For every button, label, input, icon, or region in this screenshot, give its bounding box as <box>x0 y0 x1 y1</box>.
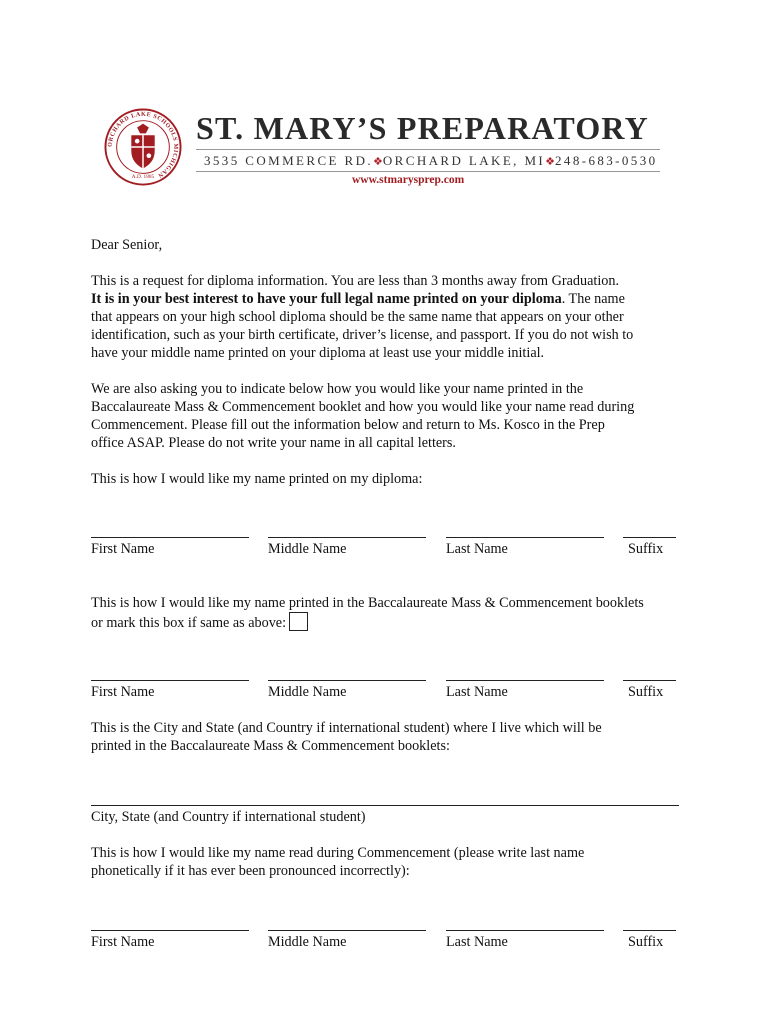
middle-name-label: Middle Name <box>268 684 347 700</box>
reading-first-name-field[interactable] <box>91 930 249 931</box>
reading-last-name-field[interactable] <box>446 930 604 931</box>
reading-suffix-field[interactable] <box>623 930 676 931</box>
paragraph-text: . The name <box>561 291 625 307</box>
booklet-name-prompt <box>91 594 681 632</box>
reading-middle-name-field[interactable] <box>268 930 426 931</box>
prompt-line: printed in the Baccalaureate Mass & Commencement booklets: <box>91 738 450 754</box>
paragraph-line <box>91 290 681 308</box>
prompt-line: This is how I would like my name read during Commencement (please write last name <box>91 845 585 861</box>
suffix-label: Suffix <box>628 684 664 700</box>
first-name-label: First Name <box>91 684 155 700</box>
middle-name-label: Middle Name <box>268 934 347 950</box>
greeting: Dear Senior, <box>91 237 163 253</box>
school-seal-logo <box>104 108 182 186</box>
header-rule-top <box>196 149 660 150</box>
paragraph-line: have your middle name printed on your diploma at least use your middle initial. <box>91 345 545 361</box>
last-name-label: Last Name <box>446 934 508 950</box>
separator-icon: ❖ <box>545 155 556 168</box>
diploma-middle-name-field[interactable] <box>268 537 426 538</box>
booklet-first-name-field[interactable] <box>91 680 249 681</box>
same-as-above-checkbox[interactable] <box>289 612 308 631</box>
paragraph-line: We are also asking you to indicate below how you would like your name printed in the <box>91 381 584 397</box>
prompt-text: or mark this box if same as above: <box>91 615 287 631</box>
city-state-field[interactable] <box>91 805 679 806</box>
seal-text: ORCHARD LAKE SCHOOLS MICHIGAN <box>107 111 179 179</box>
diploma-first-name-field[interactable] <box>91 537 249 538</box>
paragraph-line: Commencement. Please fill out the information below and return to Ms. Kosco in the Prep <box>91 417 605 433</box>
commencement-reading-prompt <box>91 844 681 880</box>
first-name-label: First Name <box>91 934 155 950</box>
last-name-label: Last Name <box>446 684 508 700</box>
diploma-name-prompt: This is how I would like my name printed on my diploma: <box>91 471 423 487</box>
city-state-label: City, State (and Country if international student) <box>91 809 366 825</box>
paragraph-instructions <box>91 380 681 452</box>
diploma-last-name-field[interactable] <box>446 537 604 538</box>
address-street: 3535 COMMERCE RD. <box>204 153 374 168</box>
middle-name-label: Middle Name <box>268 541 347 557</box>
paragraph-line: identification, such as your birth certificate, driver’s license, and passport. If you do not wish to <box>91 327 634 343</box>
paragraph-line: office ASAP. Please do not write your name in all capital letters. <box>91 435 456 451</box>
booklet-last-name-field[interactable] <box>446 680 604 681</box>
address-city: ORCHARD LAKE, MI <box>382 153 546 168</box>
prompt-line <box>91 612 681 632</box>
separator-icon: ❖ <box>373 155 383 168</box>
city-state-prompt <box>91 719 681 755</box>
last-name-label: Last Name <box>446 541 508 557</box>
prompt-line: This is how I would like my name printed in the Baccalaureate Mass & Commencement booklets <box>91 595 644 611</box>
paragraph-line: This is a request for diploma information. You are less than 3 months away from Graduation. <box>91 273 619 289</box>
seal-year: A.D. 1885 <box>131 174 155 181</box>
diploma-suffix-field[interactable] <box>623 537 676 538</box>
booklet-middle-name-field[interactable] <box>268 680 426 681</box>
school-website-link[interactable]: www.stmarysprep.com <box>352 174 465 186</box>
prompt-line: phonetically if it has ever been pronounced incorrectly): <box>91 863 410 879</box>
prompt-line: This is the City and State (and Country if international student) where I live which will be <box>91 720 602 736</box>
first-name-label: First Name <box>91 541 155 557</box>
booklet-suffix-field[interactable] <box>623 680 676 681</box>
school-address <box>196 151 660 171</box>
header-rule-bottom <box>196 171 660 172</box>
school-name: ST. MARY’S PREPARATORY <box>196 110 649 146</box>
paragraph-request <box>91 272 681 362</box>
emphasis-text: It is in your best interest to have your full legal name printed on your diploma <box>91 291 562 307</box>
suffix-label: Suffix <box>628 934 664 950</box>
suffix-label: Suffix <box>628 541 664 557</box>
address-phone: 248-683-0530 <box>555 153 658 168</box>
paragraph-line: Baccalaureate Mass & Commencement booklet and how you would like your name read during <box>91 399 635 415</box>
paragraph-line: that appears on your high school diploma should be the same name that appears on your other <box>91 309 624 325</box>
